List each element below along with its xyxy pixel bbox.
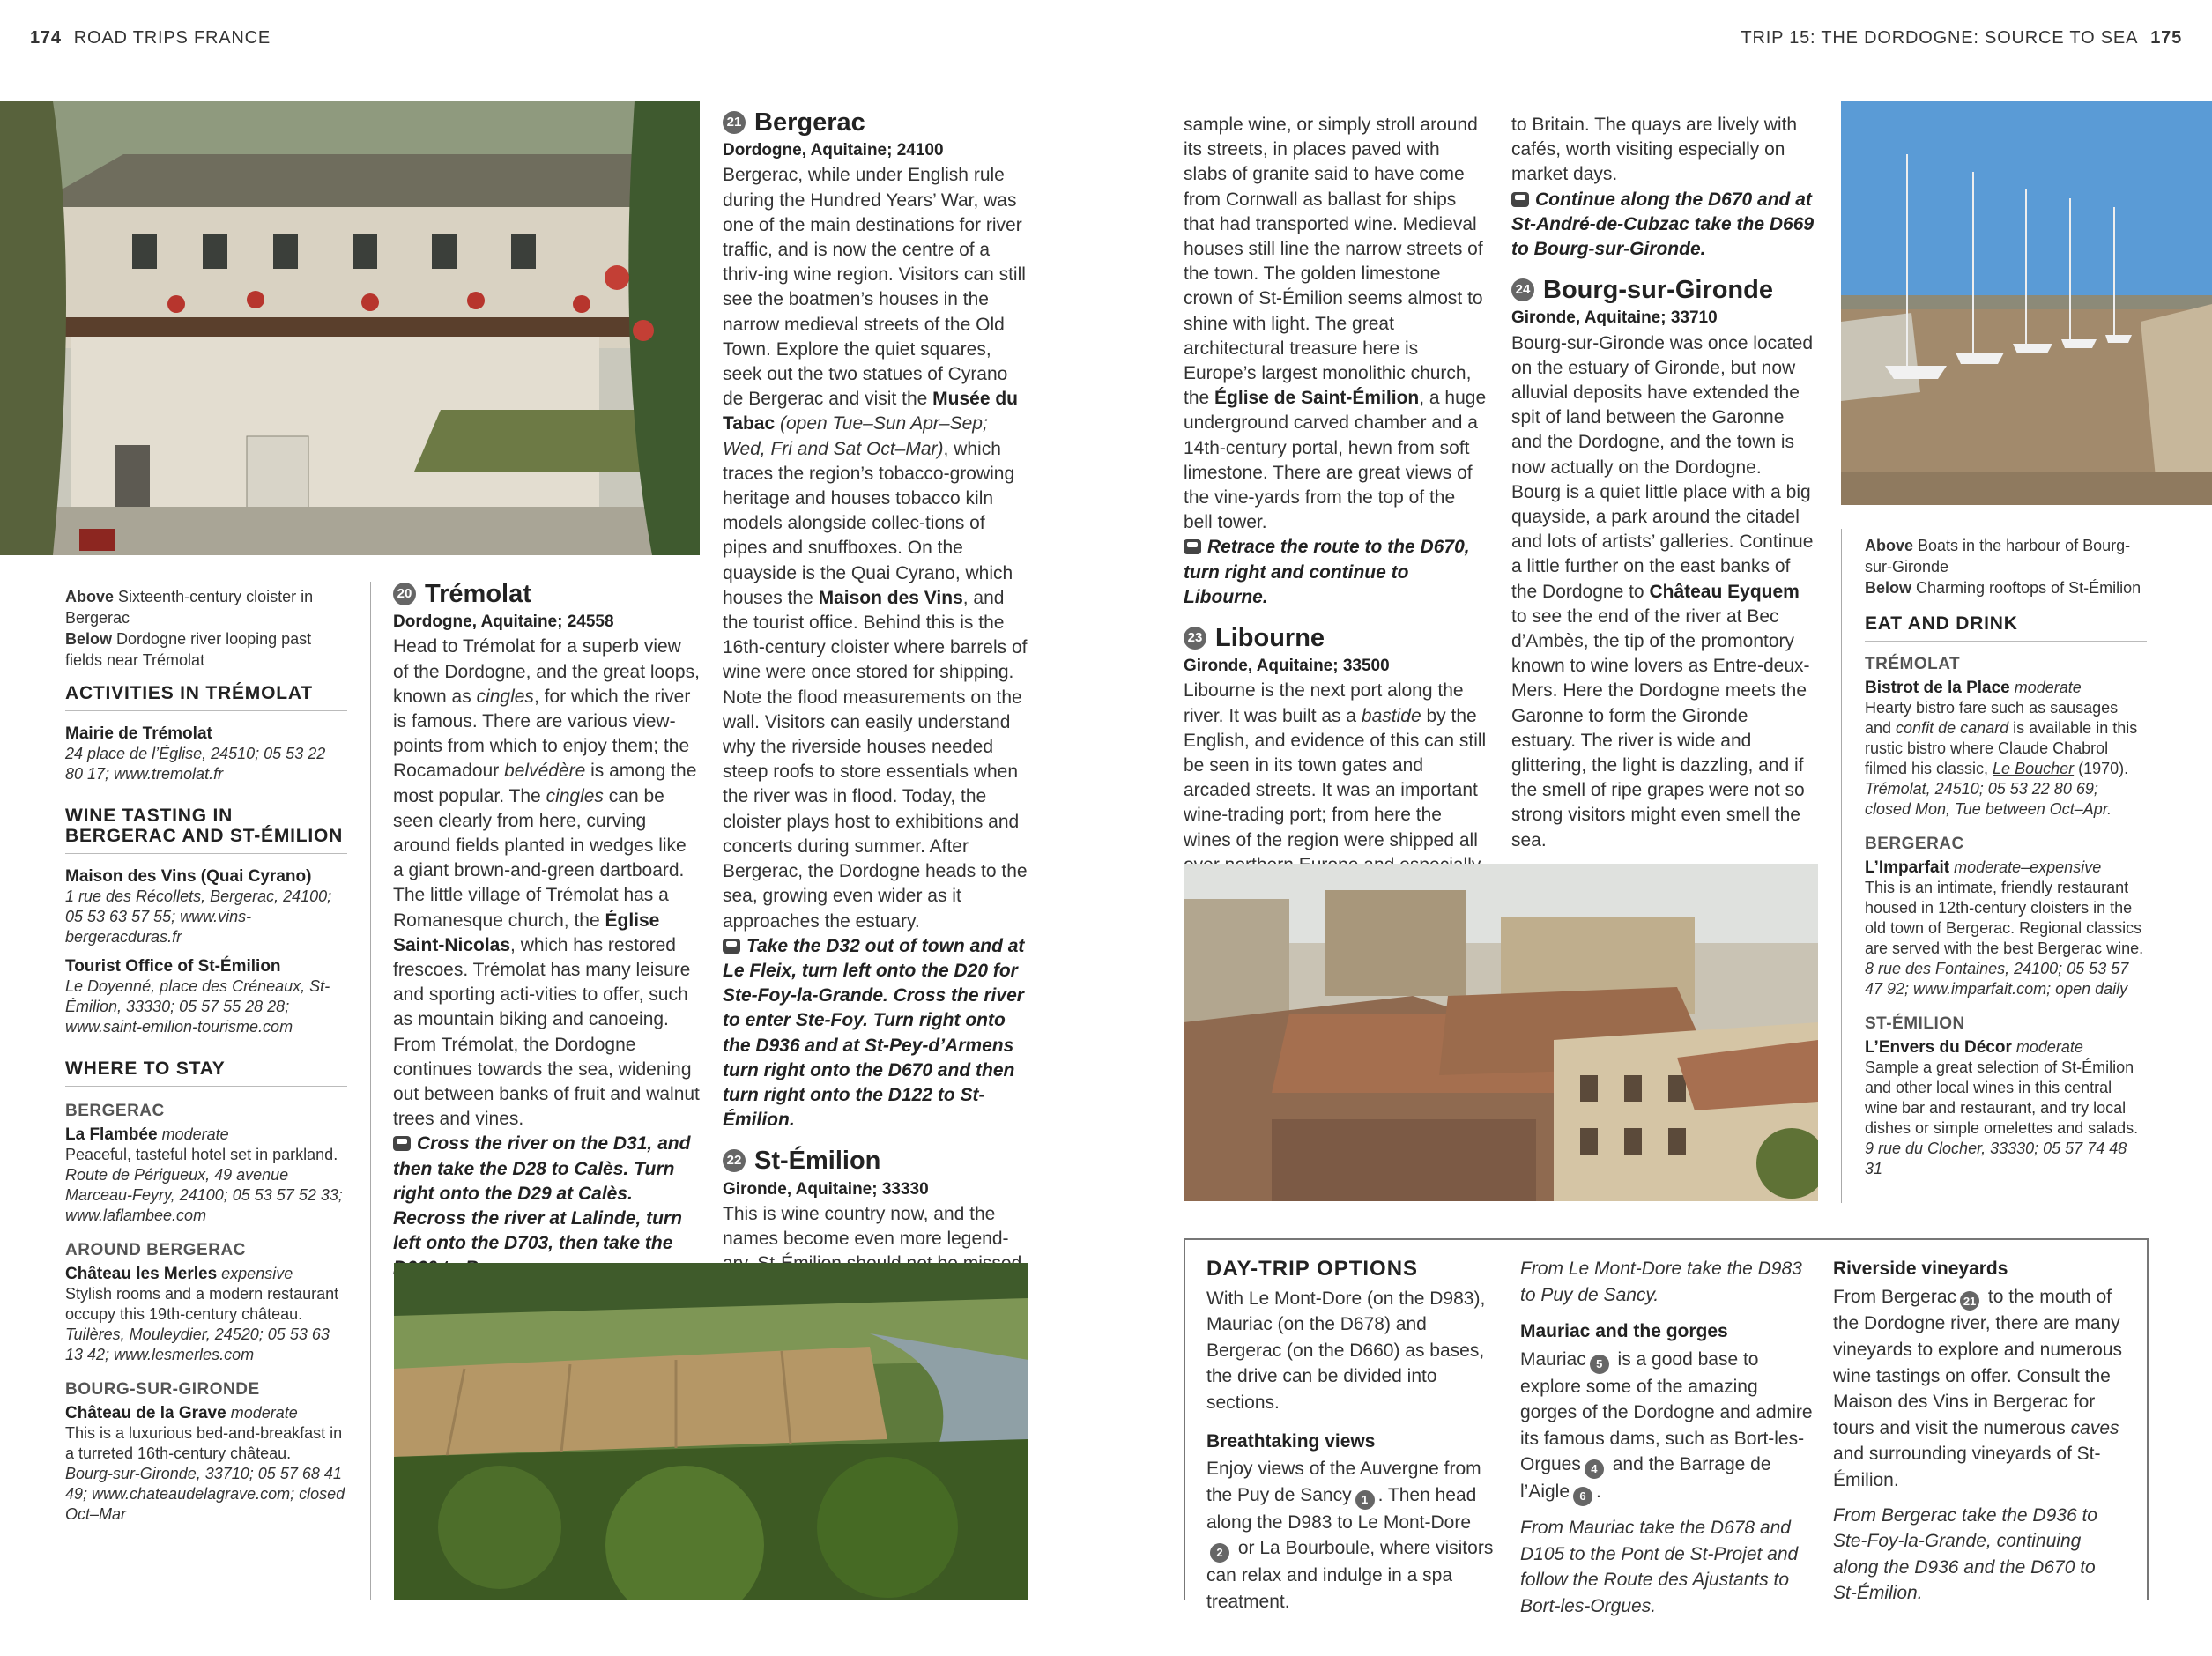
eglise-de-saint-emilion: Église de Saint-Émilion xyxy=(1214,388,1420,409)
river-valley-photo xyxy=(394,1263,1028,1600)
caption-above-text-right: Boats in the harbour of Bourg-sur-Gironde xyxy=(1865,537,2131,576)
stop-number-20: 20 xyxy=(393,583,416,605)
bistrot-price: moderate xyxy=(2014,679,2082,696)
riverside-text-3: and surrounding vineyards of St-Émilion. xyxy=(1833,1444,2101,1490)
bv-text-3: or La Bourboule, where visitors can relax and indulge in a spa treatment. xyxy=(1206,1538,1494,1612)
st-emilion-directions xyxy=(1184,535,1488,610)
riverside-text xyxy=(1833,1284,2124,1494)
bourg-sur-gironde-label: BOURG-SUR-GIRONDE xyxy=(65,1380,260,1399)
bergerac-text-3: , and the tourist office. Behind this is the 16th-century cloister where barrels of wine were once stored for shipping. Note the flood measurements on the wall. Visitors can easily understand why the riverside houses needed steep roofs to store essentials when the river was in flood. Today, the cloister plays host to exhibitions and concerts during summer. After Bergerac, the Dordogne heads to the sea, growing even wider as it approaches the estuary. xyxy=(723,587,1028,932)
chateau-de-la-grave-price: moderate xyxy=(230,1404,298,1422)
caption-below-label-right: Below xyxy=(1865,579,1912,597)
bistrot-desc-3: (1970). xyxy=(2074,760,2129,777)
left-photo-captions xyxy=(65,586,347,671)
bourg-text-1: Bourg-sur-Gironde was once located on the estuary of Gironde, but now alluvial deposits have extended the spit of land between the Garonne and the Dordogne, and the town is now actually on the Dordogne. Bourg is a quiet little place with a big quayside, a park around the citadel and lots of artists’ galleries. Continue a little further on the east banks of the Dordogne to xyxy=(1511,332,1814,602)
stop-marker-2: 2 xyxy=(1210,1543,1229,1563)
chateau-les-merles-price: expensive xyxy=(221,1265,293,1282)
activities-heading: ACTIVITIES IN TRÉMOLAT xyxy=(65,683,347,711)
bistrot-desc-1: Hearty bistro fare such as sausages and xyxy=(1865,699,2119,737)
stop-tremolat-heading xyxy=(393,582,701,606)
libourne-location: Gironde, Aquitaine; 33500 xyxy=(1184,657,1390,676)
left-sidebar-divider xyxy=(370,582,371,1600)
bv-text-1: Enjoy views of the Auvergne from the Puy de Sancy xyxy=(1206,1459,1481,1505)
eat-tremolat-label: TRÉMOLAT xyxy=(1865,655,1961,673)
libourne-text-continued: to Britain. The quays are lively with cafés, worth visiting especially on market days. xyxy=(1511,115,1798,185)
where-to-stay-heading: WHERE TO STAY xyxy=(65,1058,347,1087)
cloister-photo-graphic xyxy=(0,101,700,555)
envers-name: L’Envers du Décor xyxy=(1865,1038,2012,1057)
mauriac-directions: From Mauriac take the D678 and D105 to the Pont de St-Projet and follow the Route des Ajustants to Bort-les-Orgues. xyxy=(1520,1517,1799,1616)
bourg-location: Gironde, Aquitaine; 33710 xyxy=(1511,308,1718,328)
libourne-text-1: Libourne is the next port along the river. It was built as a xyxy=(1184,680,1464,726)
rooftops-photo xyxy=(1184,864,1818,1201)
tremolat-section xyxy=(393,582,701,1281)
tremolat-text-3: is among the most popular. The xyxy=(393,761,697,806)
car-icon xyxy=(1184,539,1201,554)
harbour-photo xyxy=(1841,101,2212,505)
imparfait-description: This is an intimate, friendly restaurant housed in 12th-century cloisters in the old town of Bergerac. Regional classics are served with the best Bergerac wine. xyxy=(1865,879,2144,957)
tourist-office-name: Tourist Office of St-Émilion xyxy=(65,957,281,976)
stop-marker-1: 1 xyxy=(1355,1490,1375,1510)
day-trip-column-2 xyxy=(1520,1256,1815,1619)
libourne-text-2: by the English, and evidence of this can still be seen in its town gates and arcaded streets. It was an important wine-trading port; from here the wines of the region were shipped all xyxy=(1184,705,1487,850)
bergerac-text-1: Bergerac, while under English rule during the Hundred Years’ War, was one of the main destinations for river traffic, and is now the centre of a thriv-ing wine region. Visitors can still see the boatmen’s houses in the narrow medieval streets of the Old Town. Explore the quiet squares, seek out the two statues of Cyrano de Bergerac and visit the xyxy=(723,165,1026,410)
day-trip-intro: With Le Mont-Dore (on the D983), Mauriac (on the D678) and Bergerac (on the D660) as bases, the drive can be divided into sections. xyxy=(1206,1288,1486,1413)
breathtaking-views-directions: From Le Mont-Dore take the D983 to Puy de Sancy. xyxy=(1520,1259,1802,1305)
breathtaking-views-title: Breathtaking views xyxy=(1206,1430,1376,1452)
imparfait-name: L’Imparfait xyxy=(1865,858,1950,877)
la-flambee-description: Peaceful, tasteful hotel set in parkland. xyxy=(65,1146,338,1163)
stop-marker-21: 21 xyxy=(1960,1291,1979,1311)
day-trip-column-1 xyxy=(1206,1256,1497,1615)
bistrot-name: Bistrot de la Place xyxy=(1865,679,2010,697)
st-emilion-text-start: This is wine country now, and the names become even more legend- xyxy=(723,1203,1009,1249)
imparfait-price: moderate–expensive xyxy=(1954,858,2102,876)
rooftops-photo-graphic xyxy=(1184,864,1818,1201)
envers-details: 9 rue du Clocher, 33330; 05 57 74 48 31 xyxy=(1865,1140,2127,1177)
stop-marker-4: 4 xyxy=(1585,1459,1604,1479)
maison-des-vins-link: Maison des Vins xyxy=(818,587,963,608)
caption-below-label: Below xyxy=(65,630,113,648)
tremolat-belvedere: belvédère xyxy=(504,761,586,782)
river-valley-photo-graphic xyxy=(394,1263,1028,1600)
riverside-directions: From Bergerac take the D936 to Ste-Foy-la-Grande, continuing along the D936 and the D670 to St-Émilion. xyxy=(1833,1504,2097,1604)
envers-description: Sample a great selection of St-Émilion and other local wines in this central wine bar and restaurant, and try local dishes or simple omelettes and salads. xyxy=(1865,1058,2139,1137)
bistrot-confit: confit de canard xyxy=(1896,719,2009,737)
bergerac-location: Dordogne, Aquitaine; 24100 xyxy=(723,141,944,160)
musee-du-tabac: Musée du Tabac xyxy=(723,389,1018,434)
stop-st-emilion-title: St-Émilion xyxy=(754,1147,881,1176)
right-sidebar-divider xyxy=(1841,529,1842,1203)
chateau-les-merles-details: Tuilères, Mouleydier, 24520; 05 53 63 13 42; www.lesmerles.com xyxy=(65,1326,330,1363)
st-emilion-continued xyxy=(1184,113,1488,878)
caption-above-text: Sixteenth-century cloister in Bergerac xyxy=(65,588,314,627)
day-trip-heading: DAY-TRIP OPTIONS xyxy=(1206,1257,1419,1281)
tourist-office-details: Le Doyenné, place des Créneaux, St-Émilion, 33330; 05 57 55 28 28; www.saint-emilion-tourisme.com xyxy=(65,977,330,1036)
left-sidebar xyxy=(65,683,347,1525)
stop-marker-6: 6 xyxy=(1573,1487,1592,1506)
stop-number-21: 21 xyxy=(723,111,746,134)
envers-price: moderate xyxy=(2015,1038,2083,1056)
tremolat-text xyxy=(393,635,701,1132)
tremolat-cingles-2: cingles xyxy=(546,785,604,806)
bistrot-description xyxy=(1865,698,2147,779)
bergerac-directions-text: Take the D32 out of town and at Le Fleix, turn left onto the D20 for Ste-Foy-la-Grande. Cross the river to enter Ste-Foy. Turn right onto the D936 and at St-Pey-d’Armens turn right onto the D670 and then turn right onto the D122 to St-Émilion. xyxy=(723,935,1025,1131)
chateau-les-merles-name: Château les Merles xyxy=(65,1265,218,1283)
eat-and-drink-heading: EAT AND DRINK xyxy=(1865,613,2147,642)
st-emilion-directions-text: Retrace the route to the D670, turn right and continue to Libourne. xyxy=(1184,537,1470,607)
mauriac-text-1: Mauriac xyxy=(1520,1348,1586,1370)
car-icon xyxy=(1511,192,1529,207)
right-page-number: 175 xyxy=(2150,28,2182,48)
left-running-title: ROAD TRIPS FRANCE xyxy=(73,28,271,48)
la-flambee-details: Route de Périgueux, 49 avenue Marceau-Feyry, 24100; 05 53 57 52 33; www.laflambee.com xyxy=(65,1166,343,1224)
libourne-text xyxy=(1184,679,1488,878)
tremolat-directions xyxy=(393,1132,701,1281)
car-icon xyxy=(723,939,740,954)
mauriac-text-2: is a good base to explore some of the amazing gorges of the Dordogne and admire its famous dams, such as Bort-les-Orgues xyxy=(1520,1348,1813,1475)
stay-bergerac-label: BERGERAC xyxy=(65,1102,165,1120)
riverside-text-2: to the mouth of the Dordogne river, there are many vineyards to explore and numerous wine tastings on offer. Consult the Maison des Vins in Bergerac for tours and visit the numerous xyxy=(1833,1286,2123,1438)
libourne-directions-text: Continue along the D670 and at St-André-de-Cubzac take the D669 to Bourg-sur-Gironde. xyxy=(1511,189,1815,260)
caption-above-label-right: Above xyxy=(1865,537,1914,554)
bergerac-text-2: , which traces the region’s tobacco-growing heritage and houses tobacco kiln models alongside collec-tions of pipes and snuffboxes. On the quayside is the Quai Cyrano, which houses the xyxy=(723,438,1015,608)
bistrot-details: Trémolat, 24510; 05 53 22 80 69; closed Mon, Tue between Oct–Apr. xyxy=(1865,780,2112,818)
maison-des-vins-name: Maison des Vins (Quai Cyrano) xyxy=(65,867,312,886)
eat-bergerac-label: BERGERAC xyxy=(1865,835,1964,853)
stop-bourg-title: Bourg-sur-Gironde xyxy=(1543,276,1773,305)
stop-number-24: 24 xyxy=(1511,278,1534,301)
la-flambee-price: moderate xyxy=(161,1125,229,1143)
mairie-name: Mairie de Trémolat xyxy=(65,724,212,743)
libourne-directions xyxy=(1511,188,1815,263)
maison-des-vins-details: 1 rue des Récollets, Bergerac, 24100; 05 53 63 57 55; www.vins-bergeracduras.fr xyxy=(65,887,332,946)
riverside-text-1: From Bergerac xyxy=(1833,1286,1957,1307)
tremolat-location: Dordogne, Aquitaine; 24558 xyxy=(393,613,614,632)
st-emilion-location: Gironde, Aquitaine; 33330 xyxy=(723,1179,929,1199)
mauriac-text-3: and the Barrage de l’Aigle xyxy=(1520,1454,1771,1503)
chateau-eyquem: Château Eyquem xyxy=(1649,581,1800,602)
caption-below-text-right: Charming rooftops of St-Émilion xyxy=(1916,579,2141,597)
right-page-header xyxy=(1741,28,2182,48)
eat-and-drink-sidebar xyxy=(1865,613,2147,1179)
st-emilion-text-3: , a huge underground carved chamber and a 14th-century portal, hewn from soft limestone. There are great views of the vine-yards from the top of the bell tower. xyxy=(1184,388,1487,533)
mauriac-text xyxy=(1520,1347,1815,1506)
libourne-bastide: bastide xyxy=(1361,705,1421,726)
car-icon xyxy=(393,1136,411,1151)
harbour-photo-graphic xyxy=(1841,101,2212,505)
chateau-les-merles-description: Stylish rooms and a modern restaurant occupy this 19th-century château. xyxy=(65,1285,339,1323)
imparfait-details: 8 rue des Fontaines, 24100; 05 53 57 47 92; www.imparfait.com; open daily xyxy=(1865,960,2129,998)
stop-tremolat-title: Trémolat xyxy=(425,580,531,608)
st-emilion-text xyxy=(1184,113,1488,535)
stop-bergerac-title: Bergerac xyxy=(754,108,865,137)
mauriac-gorges-title: Mauriac and the gorges xyxy=(1520,1321,1728,1342)
left-page-header xyxy=(30,28,271,48)
tremolat-cingles: cingles xyxy=(476,686,534,707)
bergerac-section xyxy=(723,110,1031,1302)
stop-number-23: 23 xyxy=(1184,627,1206,650)
chateau-de-la-grave-description: This is a luxurious bed-and-breakfast in a turreted 16th-century château. xyxy=(65,1424,343,1462)
chateau-de-la-grave-name: Château de la Grave xyxy=(65,1404,226,1422)
day-trip-column-3 xyxy=(1833,1256,2124,1607)
caption-above-label: Above xyxy=(65,588,115,605)
tremolat-directions-text: Cross the river on the D31, and then take the D28 to Calès. Turn right onto the D29 at Calès. Recross the river at Lalinde, turn left onto the D703, then take the xyxy=(393,1133,691,1254)
st-emilion-text-2: sample wine, or simply stroll around its streets, in places paved with slabs of granite said to have come from Cornwall as ballast for ships that had transported wine. Medieval houses still line the narrow streets of the town. The golden limestone crown of St-Émilion seems almost to shine with light. The great architectural treasure here is Europe’s largest monolithic church, the xyxy=(1184,115,1483,409)
stop-bergerac-heading xyxy=(723,110,1031,135)
tremolat-text-1: Head to Trémolat for a superb view of the Dordogne, and the great loops, known as xyxy=(393,636,700,707)
bistrot-desc-2: is available in this rustic bistro where Claude Chabrol filmed his classic, xyxy=(1865,719,2138,777)
stop-st-emilion-heading xyxy=(723,1147,1031,1176)
bergerac-text xyxy=(723,163,1031,933)
riverside-caves: caves xyxy=(2070,1417,2119,1438)
tremolat-text-4: can be seen clearly from here, curving around fields planted in wedges like a giant brown-and-green dartboard. The little village of Trémolat has a Romanesque church, the xyxy=(393,785,687,931)
riverside-vineyards-title: Riverside vineyards xyxy=(1833,1259,2008,1279)
stop-number-22: 22 xyxy=(723,1149,746,1172)
wine-tasting-heading: WINE TASTING IN BERGERAC AND ST-ÉMILION xyxy=(65,806,347,854)
stop-libourne-title: Libourne xyxy=(1215,624,1325,653)
mairie-details: 24 place de l’Église, 24510; 05 53 22 80 17; www.tremolat.fr xyxy=(65,745,326,783)
tremolat-text-2: , for which the river is famous. There are various view-points from which to enjoy them; the Rocamadour xyxy=(393,686,691,782)
bourg-text xyxy=(1511,331,1815,853)
stop-libourne-heading xyxy=(1184,624,1488,653)
around-bergerac-label: AROUND BERGERAC xyxy=(65,1241,246,1259)
cloister-photo xyxy=(0,101,700,555)
musee-hours: (open Tue–Sun Apr–Sep; Wed, Fri and Sat Oct–Mar) xyxy=(723,413,988,459)
left-page-number: 174 xyxy=(30,28,62,48)
breathtaking-views-text xyxy=(1206,1456,1497,1615)
stop-marker-5: 5 xyxy=(1590,1355,1609,1374)
right-photo-captions xyxy=(1865,535,2156,598)
right-running-title: TRIP 15: THE DORDOGNE: SOURCE TO SEA xyxy=(1741,28,2139,48)
la-flambee-name: La Flambée xyxy=(65,1125,158,1144)
bistrot-film: Le Boucher xyxy=(1993,760,2075,777)
tremolat-eglise: Église Saint-Nicolas xyxy=(393,910,660,955)
mauriac-text-4: . xyxy=(1596,1481,1601,1503)
tremolat-text-5: , which has restored frescoes. Trémolat has many leisure and sporting acti-vities to offer, such as mountain biking and canoeing. From Trémolat, the Dordogne continues towards the sea, widening out between banks of fruit and walnut trees and vines. xyxy=(393,934,700,1130)
bergerac-directions xyxy=(723,934,1031,1133)
stop-bourg-heading xyxy=(1511,276,1815,305)
bourg-text-2: to see the end of the river at Bec d’Ambès, the tip of the promontory known to wine lovers as Entre-deux-Mers. Here the Dordogne meets the Garonne to form the Gironde estuary. The river is wide and glittering, the light is dazzling, and if the smell of ripe grapes were not so strong visitors might even smell the sea. xyxy=(1511,605,1810,850)
chateau-de-la-grave-details: Bourg-sur-Gironde, 33710; 05 57 68 41 49; www.chateaudelagrave.com; closed Oct–Mar xyxy=(65,1465,345,1523)
bourg-section xyxy=(1511,113,1815,853)
bv-text-2: . Then head along the D983 to Le Mont-Dore xyxy=(1206,1484,1477,1533)
eat-st-emilion-label: ST-ÉMILION xyxy=(1865,1014,1965,1033)
caption-below-text: Dordogne river looping past fields near Trémolat xyxy=(65,630,312,669)
